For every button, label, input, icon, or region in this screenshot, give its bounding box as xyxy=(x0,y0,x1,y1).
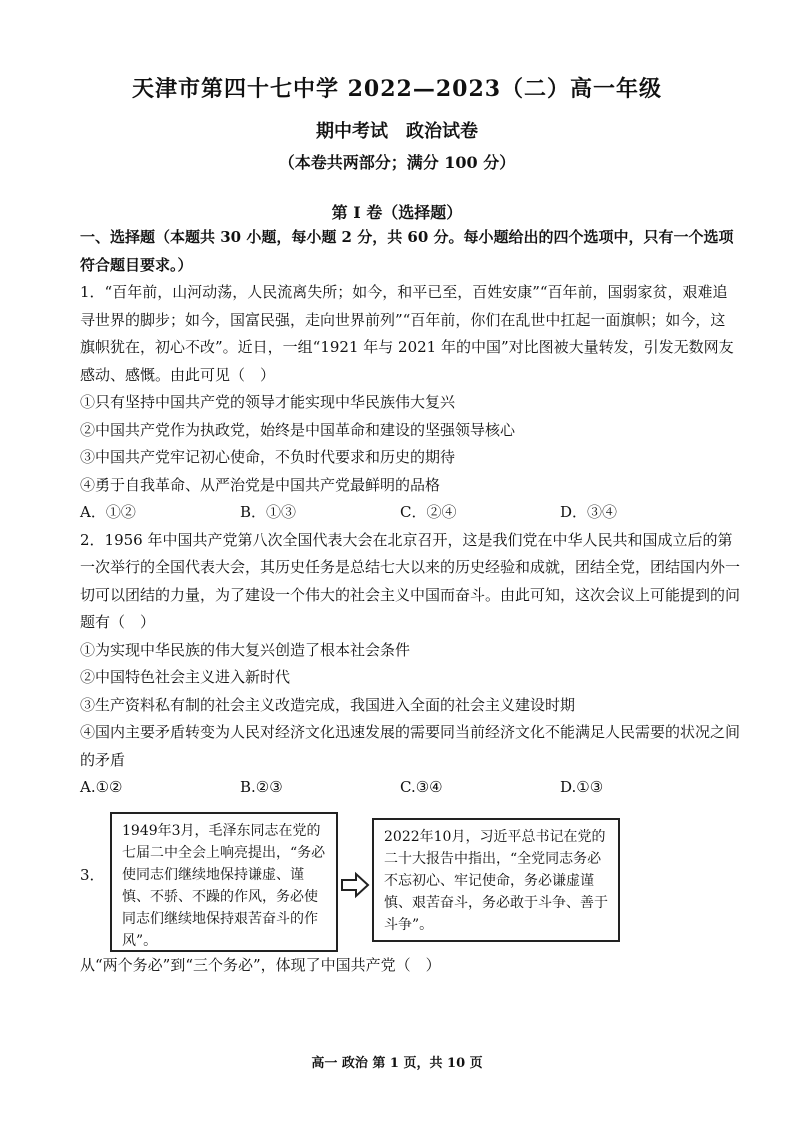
q3-figure xyxy=(80,812,740,952)
q1-item: ④勇于自我革命、从严治党是中国共产党最鲜明的品格 xyxy=(80,475,441,494)
q1-item: ③中国共产党牢记初心使命，不负时代要求和历史的期待 xyxy=(80,448,456,466)
q2-item: ③生产资料私有制的社会主义改造完成，我国进入全面的社会主义建设时期 xyxy=(80,695,576,714)
q2-stem: 2．1956 年中国共产党第八次全国代表大会在北京召开，这是我们党在中华人民共和国成立后的第一次举行的全国代表大会，其历史任务是总结七大以来的历史经验和成就，团结全党，团结国内外一切可以团结的力量，为了建设一个伟大的社会主义中国而奋斗。由此可知，这次会议上可能提到的问题有（ ） xyxy=(80,530,741,631)
quote-box-1949: 1949年3月，毛泽东同志在党的七届二中全会上响亮提出，“务必使同志们继续地保持谦虚、谨慎、不骄、不躁的作风，务必使同志们继续地保持艰苦奋斗的作风”。 xyxy=(110,812,338,952)
q2-item: ②中国特色社会主义进入新时代 xyxy=(80,668,291,686)
q1-option-c: C．②④ xyxy=(400,503,457,521)
q1-item: ②中国共产党作为执政党，始终是中国革命和建设的坚强领导核心 xyxy=(80,420,516,439)
section-title: 第 I 卷（选择题） xyxy=(331,203,463,222)
q1-item: ①只有坚持中国共产党的领导才能实现中华民族伟大复兴 xyxy=(80,393,456,411)
q2-item: ①为实现中华民族的伟大复兴创造了根本社会条件 xyxy=(80,640,411,659)
q3-label: 3． xyxy=(80,865,105,884)
q1-option-d: D．③④ xyxy=(560,503,618,521)
quote-box-2022: 2022年10月，习近平总书记在党的二十大报告中指出，“全党同志务必不忘初心、牢记使命，务必谦虚谨慎、艰苦奋斗，务必敢于斗争、善于斗争”。 xyxy=(372,818,620,942)
exam-note: （本卷共两部分；满分 100 分） xyxy=(278,153,516,172)
q2-option-d: D.①③ xyxy=(560,778,604,796)
q1-option-b: B．①③ xyxy=(240,503,297,521)
page-footer: 高一 政治 第 1 页，共 10 页 xyxy=(311,1056,483,1071)
q1-stem: 1．“百年前，山河动荡，人民流离失所；如今，和平已至，百姓安康”“百年前，国弱家贫，艰难追寻世界的脚步；如今，国富民强，走向世界前列”“百年前，你们在乱世中扛起一面旗帜；如今，这旗帜犹在，初心不改”。近日，一组“1921 年与 2021 年的中国”对比图被大量转发，引发无数网友感动、感慨。由此可见（ ） xyxy=(80,283,734,384)
q1-option-a: A．①② xyxy=(80,503,136,521)
q2-options xyxy=(80,774,740,802)
exam-content xyxy=(80,224,740,979)
q2-option-c: C.③④ xyxy=(400,778,443,796)
q2-option-b: B.②③ xyxy=(240,778,283,796)
q3-stem: 从“两个务必”到“三个务必”，体现了中国共产党（ ） xyxy=(80,955,441,974)
q2-item: ④国内主要矛盾转变为人民对经济文化迅速发展的需要同当前经济文化不能满足人民需要的状况之间的矛盾 xyxy=(80,723,741,769)
right-arrow-icon xyxy=(340,870,370,900)
q1-options xyxy=(80,499,740,527)
q2-option-a: A.①② xyxy=(80,778,123,796)
section-instruction: 一、选择题（本题共 30 小题，每小题 2 分，共 60 分。每小题给出的四个选项中，只有一个选项符合题目要求。） xyxy=(80,228,734,274)
exam-title: 天津市第四十七中学 2022—2023（二）高一年级 xyxy=(131,76,663,102)
exam-subtitle: 期中考试 政治试卷 xyxy=(316,121,478,142)
